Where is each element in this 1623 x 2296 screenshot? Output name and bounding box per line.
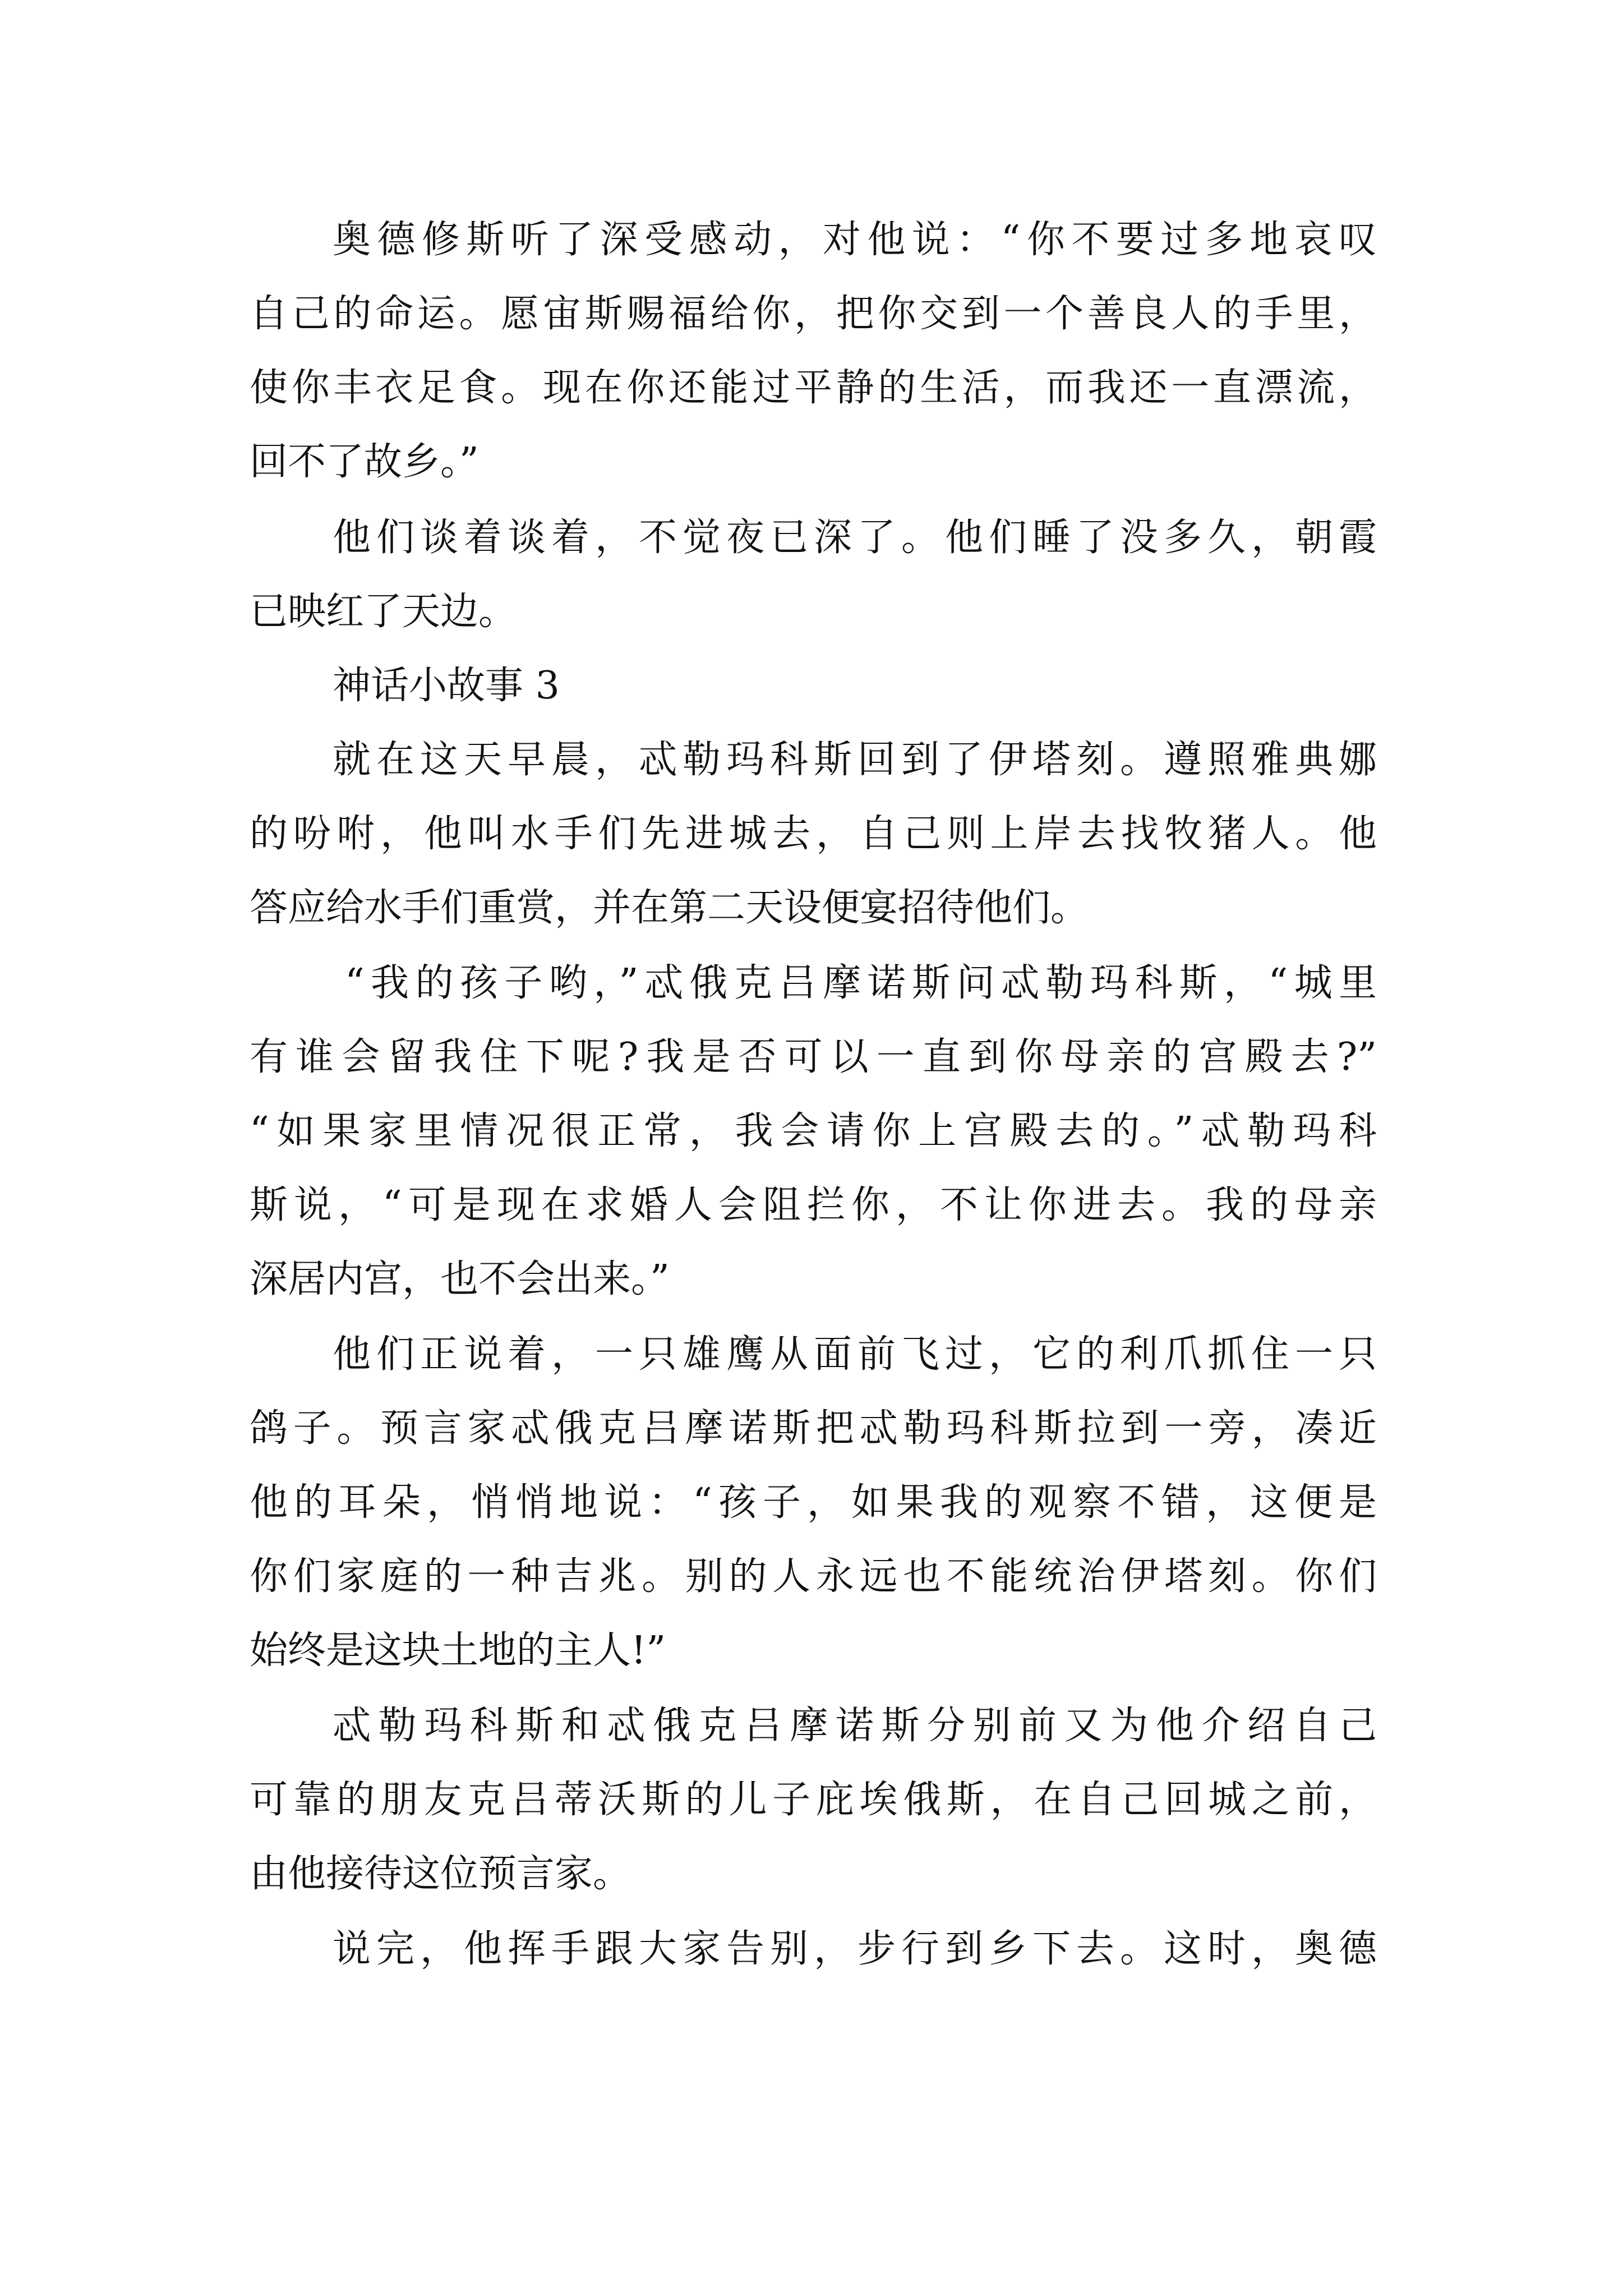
paragraph-line: 他们正说着，一只雄鹰从面前飞过，它的利爪抓住一只 [333,1332,1377,1377]
paragraph-line: 自己的命运。愿宙斯赐福给你，把你交到一个善良人的手里， [250,292,1377,336]
paragraph-line: 他们谈着谈着，不觉夜已深了。他们睡了没多久，朝霞 [333,516,1377,560]
paragraph-line: 忒勒玛科斯和忒俄克吕摩诺斯分别前又为他介绍自己 [333,1704,1377,1748]
paragraph-line: 答应给水手们重赏，并在第二天设便宴招待他们。 [250,886,1089,930]
paragraph-line: 深居内宫，也不会出来。” [250,1257,670,1301]
paragraph-line: 已映红了天边。 [250,590,517,634]
paragraph-line: 就在这天早晨，忒勒玛科斯回到了伊塔刻。遵照雅典娜 [333,738,1377,782]
paragraph-line: 使你丰衣足食。现在你还能过平静的生活，而我还一直漂流， [250,366,1377,410]
paragraph-line: 的吩咐，他叫水手们先进城去，自己则上岸去找牧猪人。他 [250,812,1377,856]
paragraph-line: 斯说，“可是现在求婚人会阻拦你，不让你进去。我的母亲 [250,1183,1377,1227]
paragraph-line: 你们家庭的一种吉兆。别的人永远也不能统治伊塔刻。你们 [250,1554,1377,1599]
paragraph-line: 奥德修斯听了深受感动，对他说：“你不要过多地哀叹 [333,218,1377,262]
paragraph-line: 由他接待这位预言家。 [250,1852,631,1896]
paragraph-line: 有谁会留我住下呢?我是否可以一直到你母亲的宫殿去?” [250,1035,1377,1079]
paragraph-line: 始终是这块土地的主人!” [250,1628,666,1673]
paragraph-line: 可靠的朋友克吕蒂沃斯的儿子庇埃俄斯，在自己回城之前， [250,1778,1377,1822]
section-heading: 神话小故事 3 [333,664,560,708]
paragraph-line: 鸽子。预言家忒俄克吕摩诺斯把忒勒玛科斯拉到一旁，凑近 [250,1406,1377,1451]
paragraph-line: “如果家里情况很正常，我会请你上宫殿去的。”忒勒玛科 [250,1109,1377,1153]
paragraph-line: “我的孩子哟，”忒俄克吕摩诺斯问忒勒玛科斯，“城里 [345,961,1377,1005]
paragraph-line: 他的耳朵，悄悄地说：“孩子，如果我的观察不错，这便是 [250,1480,1377,1525]
paragraph-line: 说完，他挥手跟大家告别，步行到乡下去。这时，奥德 [333,1927,1377,1971]
paragraph-line: 回不了故乡。” [250,440,479,484]
